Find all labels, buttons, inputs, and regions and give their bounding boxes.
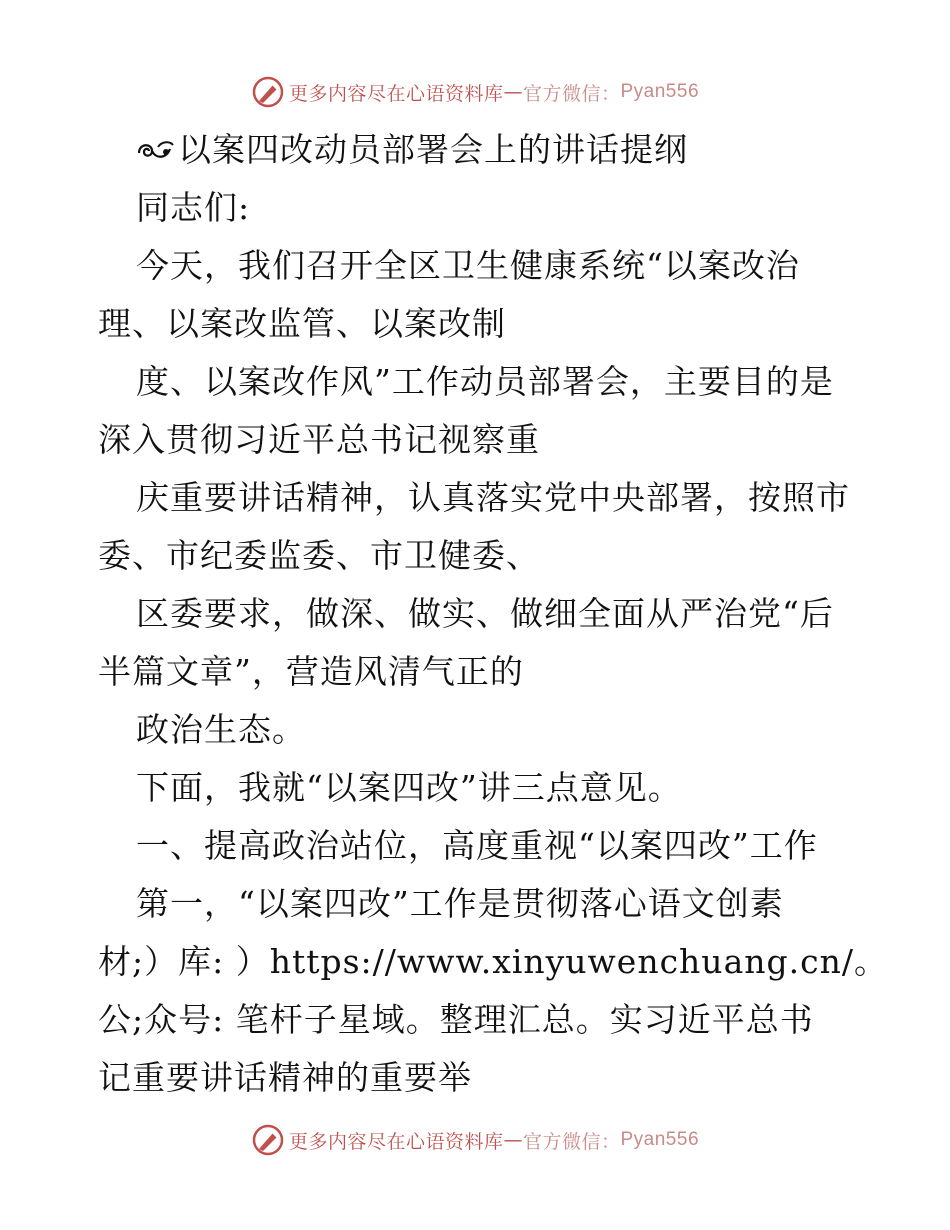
paragraph-line: 一、提高政治站位，高度重视“以案四改”工作 [136, 826, 818, 865]
paragraph-line: 政治生态。 [136, 710, 306, 749]
document-body [98, 121, 888, 1107]
logo-icon [251, 1123, 285, 1157]
document-title: 以案四改动员部署会上的讲话提纲 [178, 130, 688, 169]
paragraph-line: 同志们: [136, 188, 251, 227]
banner-wechat-label: 官方微信： [522, 1131, 621, 1153]
banner-dash: — [503, 81, 523, 103]
paragraph-line: 第一，“以案四改”工作是贯彻落心语文创素 [136, 884, 784, 923]
paragraph-line: 半篇文章”，营造风清气正的 [98, 652, 524, 691]
paragraph-line: 理、以案改监管、以案改制 [98, 304, 506, 343]
paragraph-line: 今天，我们召开全区卫生健康系统“以案改治 [136, 246, 800, 285]
paragraph-line: 委、市纪委监委、市卫健委、 [98, 536, 540, 575]
logo-icon [251, 75, 285, 109]
paragraph-line: 记重要讲话精神的重要举 [98, 1058, 472, 1097]
banner-wechat-id: Pyan556 [620, 1129, 700, 1150]
header-banner [0, 72, 950, 112]
paragraph-line: 材;）库: ）https://www.xinyuwenchuang.cn/。 [98, 942, 888, 981]
paragraph-line: 深入贯彻习近平总书记视察重 [98, 420, 540, 459]
ornament-icon [136, 135, 176, 165]
footer-banner [0, 1120, 950, 1160]
banner-wechat-label: 官方微信： [522, 83, 621, 105]
document-title-row [98, 121, 858, 179]
banner-text: 更多内容尽在心语资料库 [288, 82, 504, 105]
paragraph-line: 度、以案改作风”工作动员部署会，主要目的是 [136, 362, 834, 401]
paragraph-line: 下面，我就“以案四改”讲三点意见。 [136, 768, 682, 807]
paragraph-line: 区委要求，做深、做实、做细全面从严治党“后 [136, 594, 834, 633]
banner-text: 更多内容尽在心语资料库 [288, 1130, 504, 1153]
banner-dash: — [503, 1129, 523, 1151]
paragraph-line: 公;众号: 笔杆子星域。整理汇总。实习近平总书 [98, 1000, 814, 1039]
banner-wechat-id: Pyan556 [620, 81, 700, 102]
paragraph-line: 庆重要讲话精神，认真落实党中央部署，按照市 [136, 478, 850, 517]
